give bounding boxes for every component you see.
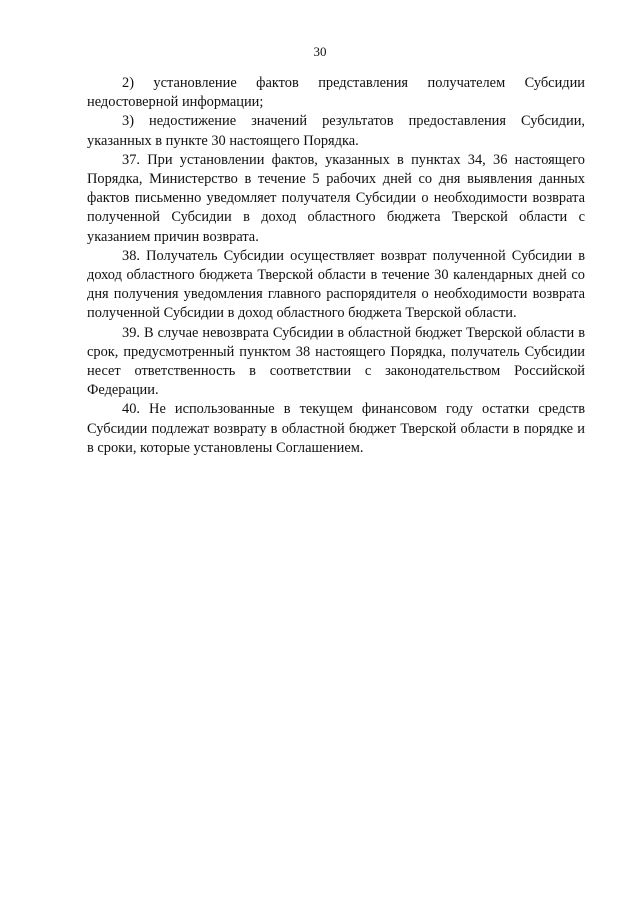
document-body — [87, 74, 585, 458]
paragraph-item-3: 3) недостижение значений результатов предоставления Субсидии, указанных в пункте 30 настоящего Порядка. — [87, 113, 585, 149]
paragraph-item-2: 2) установление фактов представления получателем Субсидии недостоверной информации; — [87, 75, 585, 111]
page-number: 30 — [313, 44, 327, 59]
paragraph-39: 39. В случае невозврата Субсидии в областной бюджет Тверской области в срок, предусмотренный пунктом 38 настоящего Порядка, получатель Субсидии несет ответственность в соответствии с законодательством Российской Федерации. — [87, 324, 585, 399]
paragraph-40: 40. Не использованные в текущем финансовом году остатки средств Субсидии подлежат возврату в областной бюджет Тверской области в порядке и в сроки, которые установлены Соглашением. — [87, 401, 585, 456]
paragraph-37: 37. При установлении фактов, указанных в пунктах 34, 36 настоящего Порядка, Министерство в течение 5 рабочих дней со дня выявления данных фактов письменно уведомляет получателя Субсидии о необходимости возврата полученной Субсидии в доход областного бюджета Тверской области с указанием причин возврата. — [87, 151, 585, 245]
paragraph-38: 38. Получатель Субсидии осуществляет возврат полученной Субсидии в доход областного бюджета Тверской области в течение 30 календарных дней со дня получения уведомления главного распорядителя о необходимости возврата полученной Субсидии в доход областного бюджета Тверской области. — [87, 247, 585, 322]
